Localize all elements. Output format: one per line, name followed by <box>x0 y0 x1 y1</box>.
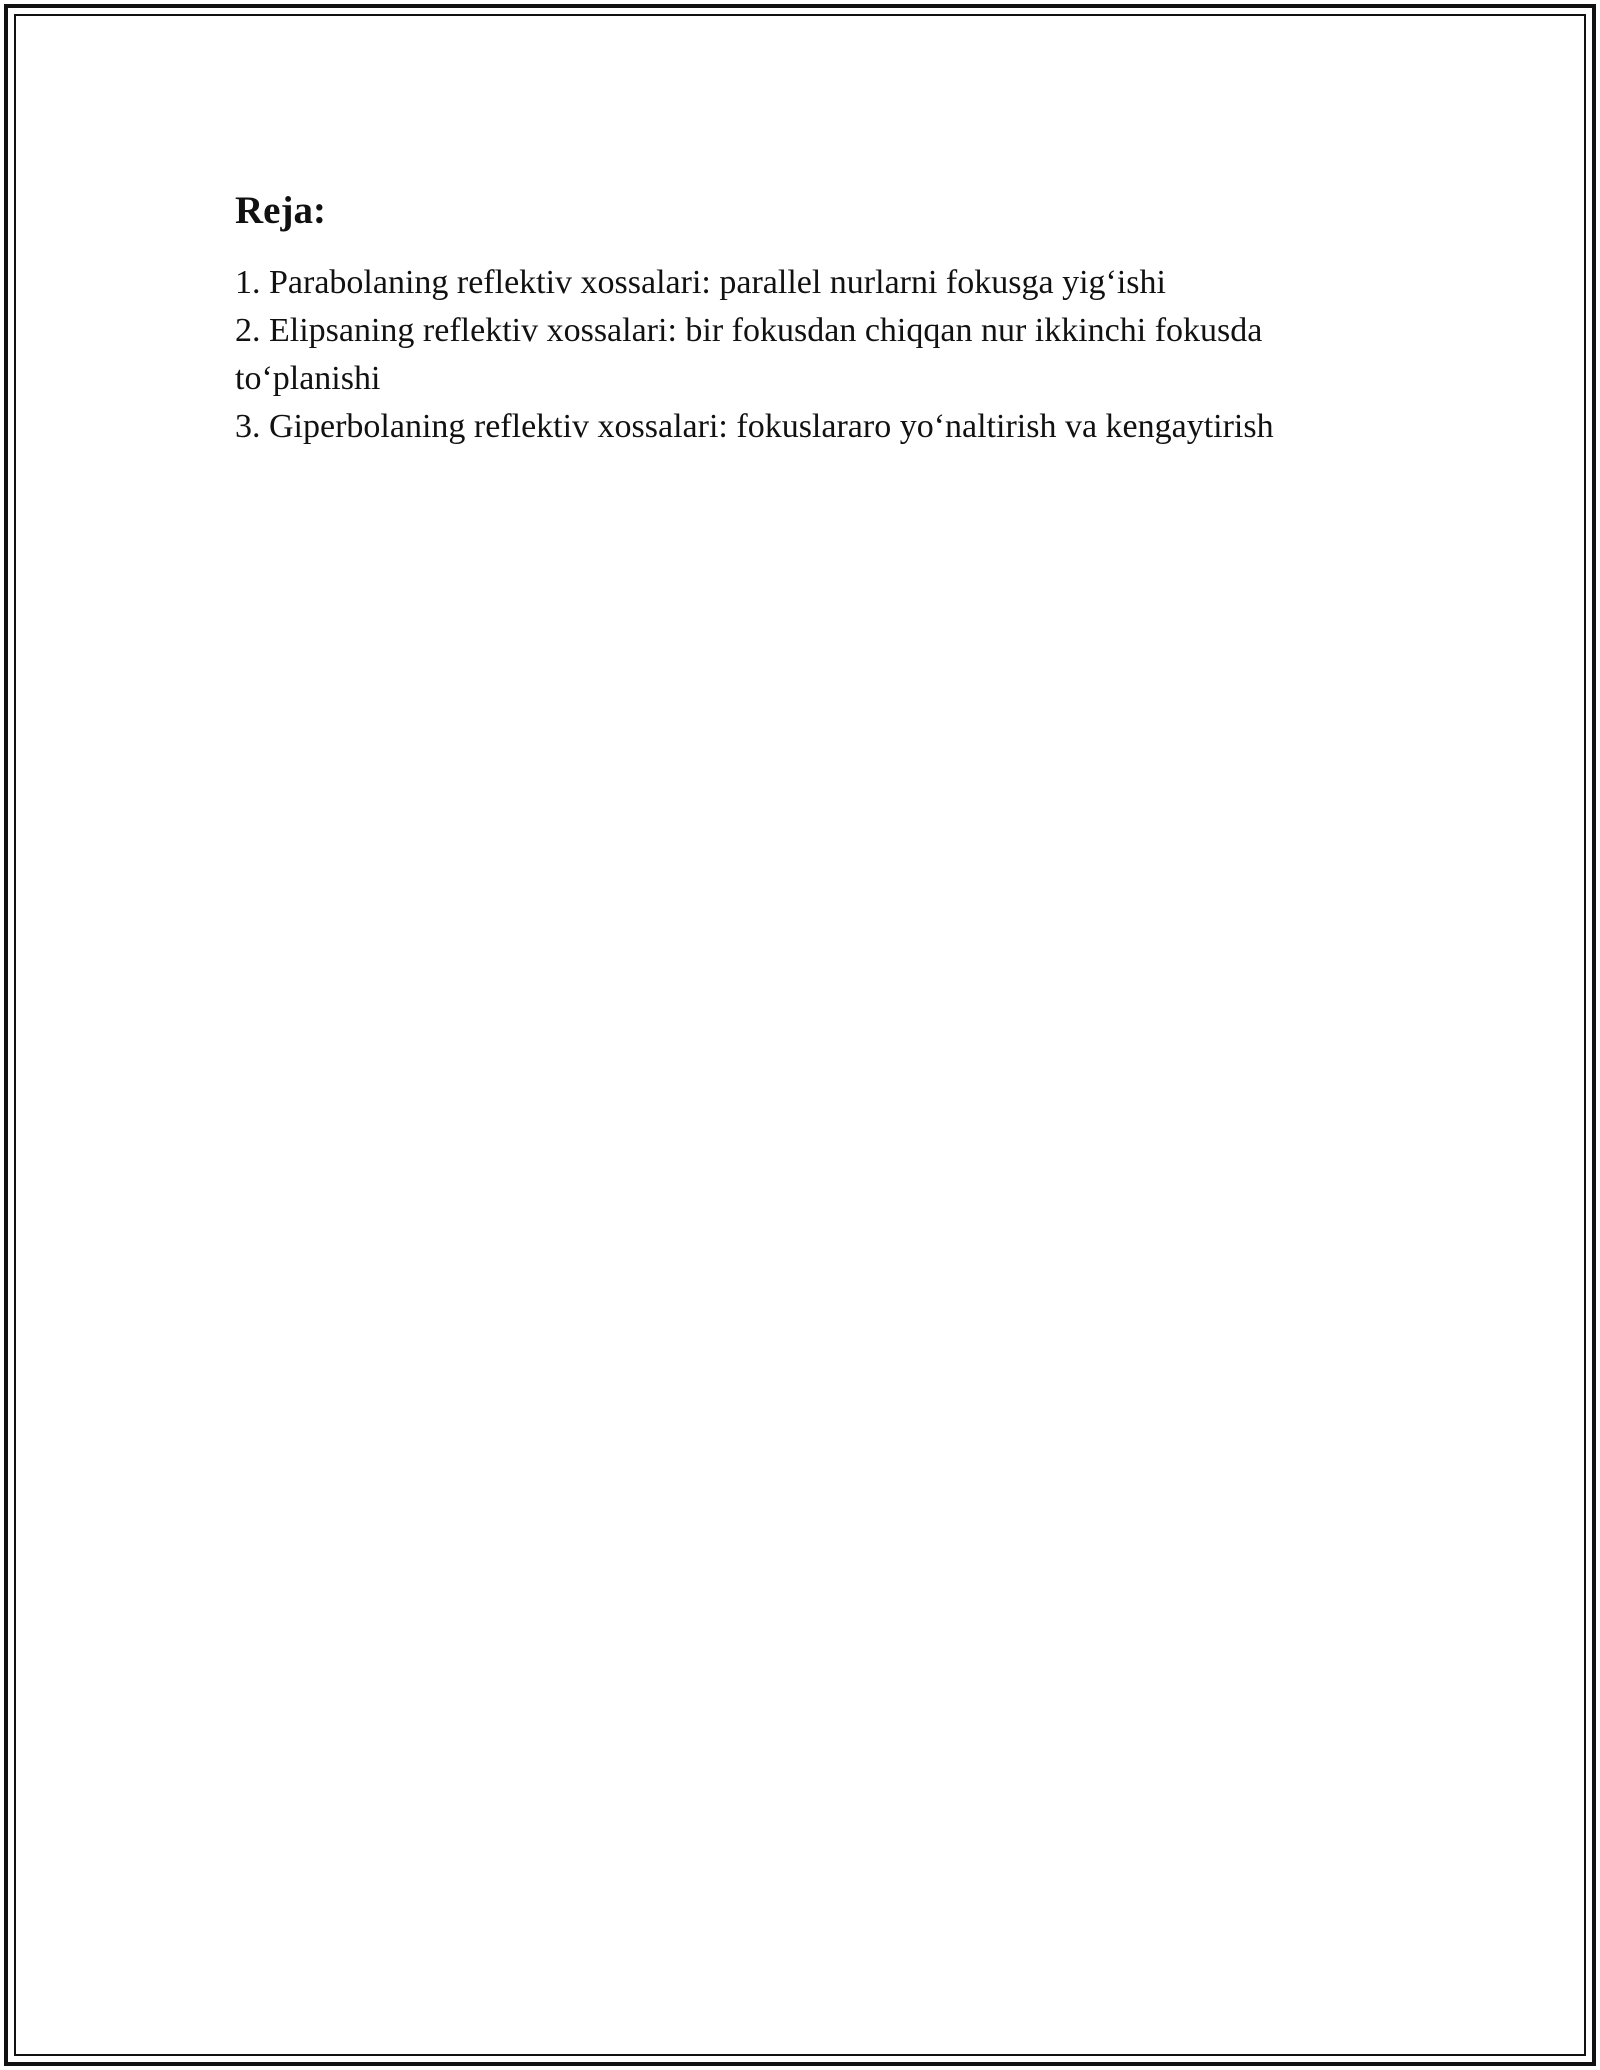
plan-item-2: 2. Elipsaning reflektiv xossalari: bir fokusdan chiqqan nur ikkinchi fokusda to‘planishi <box>235 312 1263 397</box>
plan-item-1: 1. Parabolaning reflektiv xossalari: parallel nurlarni fokusga yig‘ishi <box>235 264 1166 301</box>
plan-item-3: 3. Giperbolaning reflektiv xossalari: fokuslararo yo‘naltirish va kengaytirish <box>235 408 1274 445</box>
plan-heading: Reja: <box>235 189 326 232</box>
plan-list <box>235 259 1395 451</box>
page-content <box>235 185 1395 451</box>
